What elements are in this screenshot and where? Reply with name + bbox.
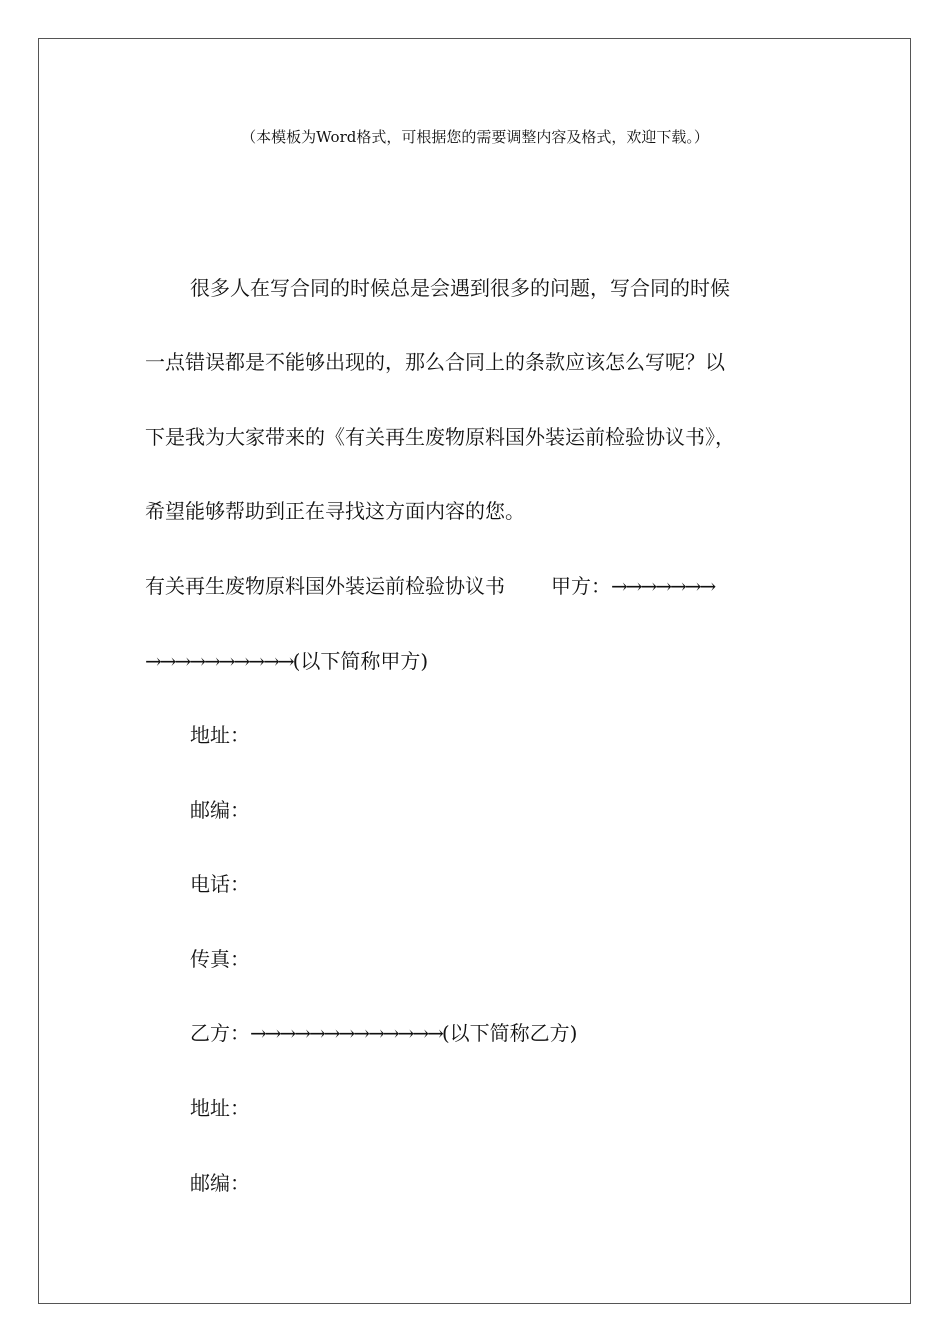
party-b-postcode: 邮编： xyxy=(190,1171,250,1195)
contract-title-row xyxy=(145,574,714,598)
party-a-label: 甲方： xyxy=(551,574,611,598)
intro-line-1: 很多人在写合同的时候总是会遇到很多的问题，写合同的时候 xyxy=(190,276,730,300)
party-b-suffix: (以下简称乙方) xyxy=(441,1021,578,1045)
party-a-suffix: (以下简称甲方) xyxy=(292,649,429,673)
party-b-address: 地址： xyxy=(190,1096,250,1120)
template-notice: （本模板为Word格式，可根据您的需要调整内容及格式，欢迎下载。） xyxy=(241,128,709,146)
party-b-blank: →→→→→→→→→→→→→ xyxy=(250,1021,442,1045)
intro-line-2: 一点错误都是不能够出现的，那么合同上的条款应该怎么写呢？以 xyxy=(145,350,725,374)
party-a-blank-2: →→→→→→→→→→ xyxy=(145,649,293,673)
party-a-phone: 电话： xyxy=(190,872,250,896)
party-a-blank-1: →→→→→→→ xyxy=(611,574,715,598)
party-a-fax: 传真： xyxy=(190,947,250,971)
party-b-label: 乙方： xyxy=(190,1021,250,1045)
party-a-row-2 xyxy=(145,649,428,673)
contract-title: 有关再生废物原料国外装运前检验协议书 xyxy=(145,574,505,598)
party-b-row xyxy=(190,1021,577,1045)
party-a-postcode: 邮编： xyxy=(190,798,250,822)
party-a-address: 地址： xyxy=(190,723,250,747)
intro-line-4: 希望能够帮助到正在寻找这方面内容的您。 xyxy=(145,499,525,523)
intro-line-3: 下是我为大家带来的《有关再生废物原料国外装运前检验协议书》， xyxy=(145,425,735,449)
